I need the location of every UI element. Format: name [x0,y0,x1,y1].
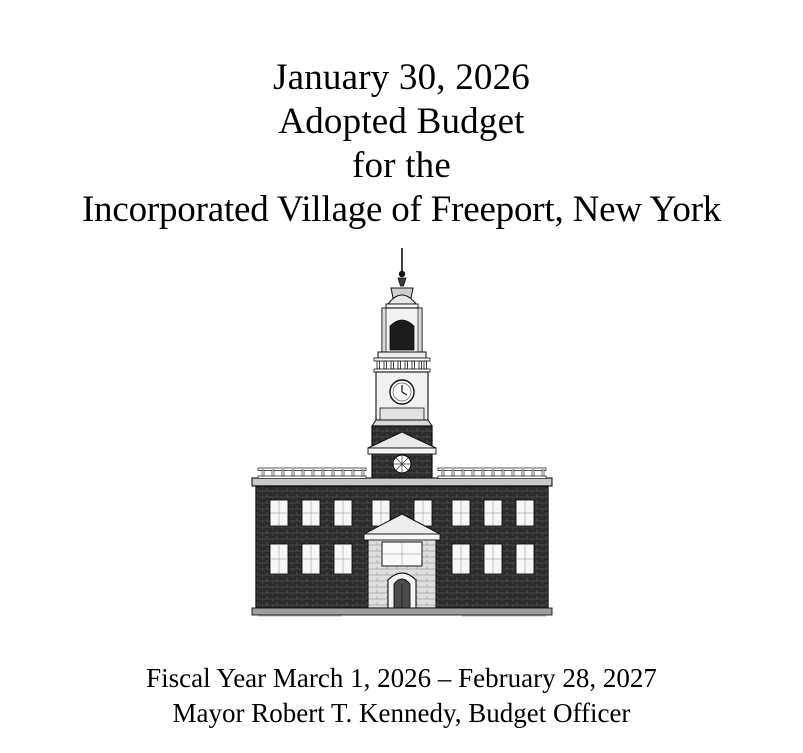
title-block [0,56,803,232]
cover-date: January 30, 2026 [272,57,530,98]
cover-connector: for the [352,145,451,186]
fiscal-year-line: Fiscal Year March 1, 2026 – February 28, 2027 [146,663,657,693]
budget-officer-line: Mayor Robert T. Kennedy, Budget Officer [172,698,631,728]
footer-block [0,661,803,731]
independence-hall-engraving [222,242,582,622]
cover-organization: Incorporated Village of Freeport, New York [81,189,722,230]
cover-subtitle: Adopted Budget [278,101,525,142]
